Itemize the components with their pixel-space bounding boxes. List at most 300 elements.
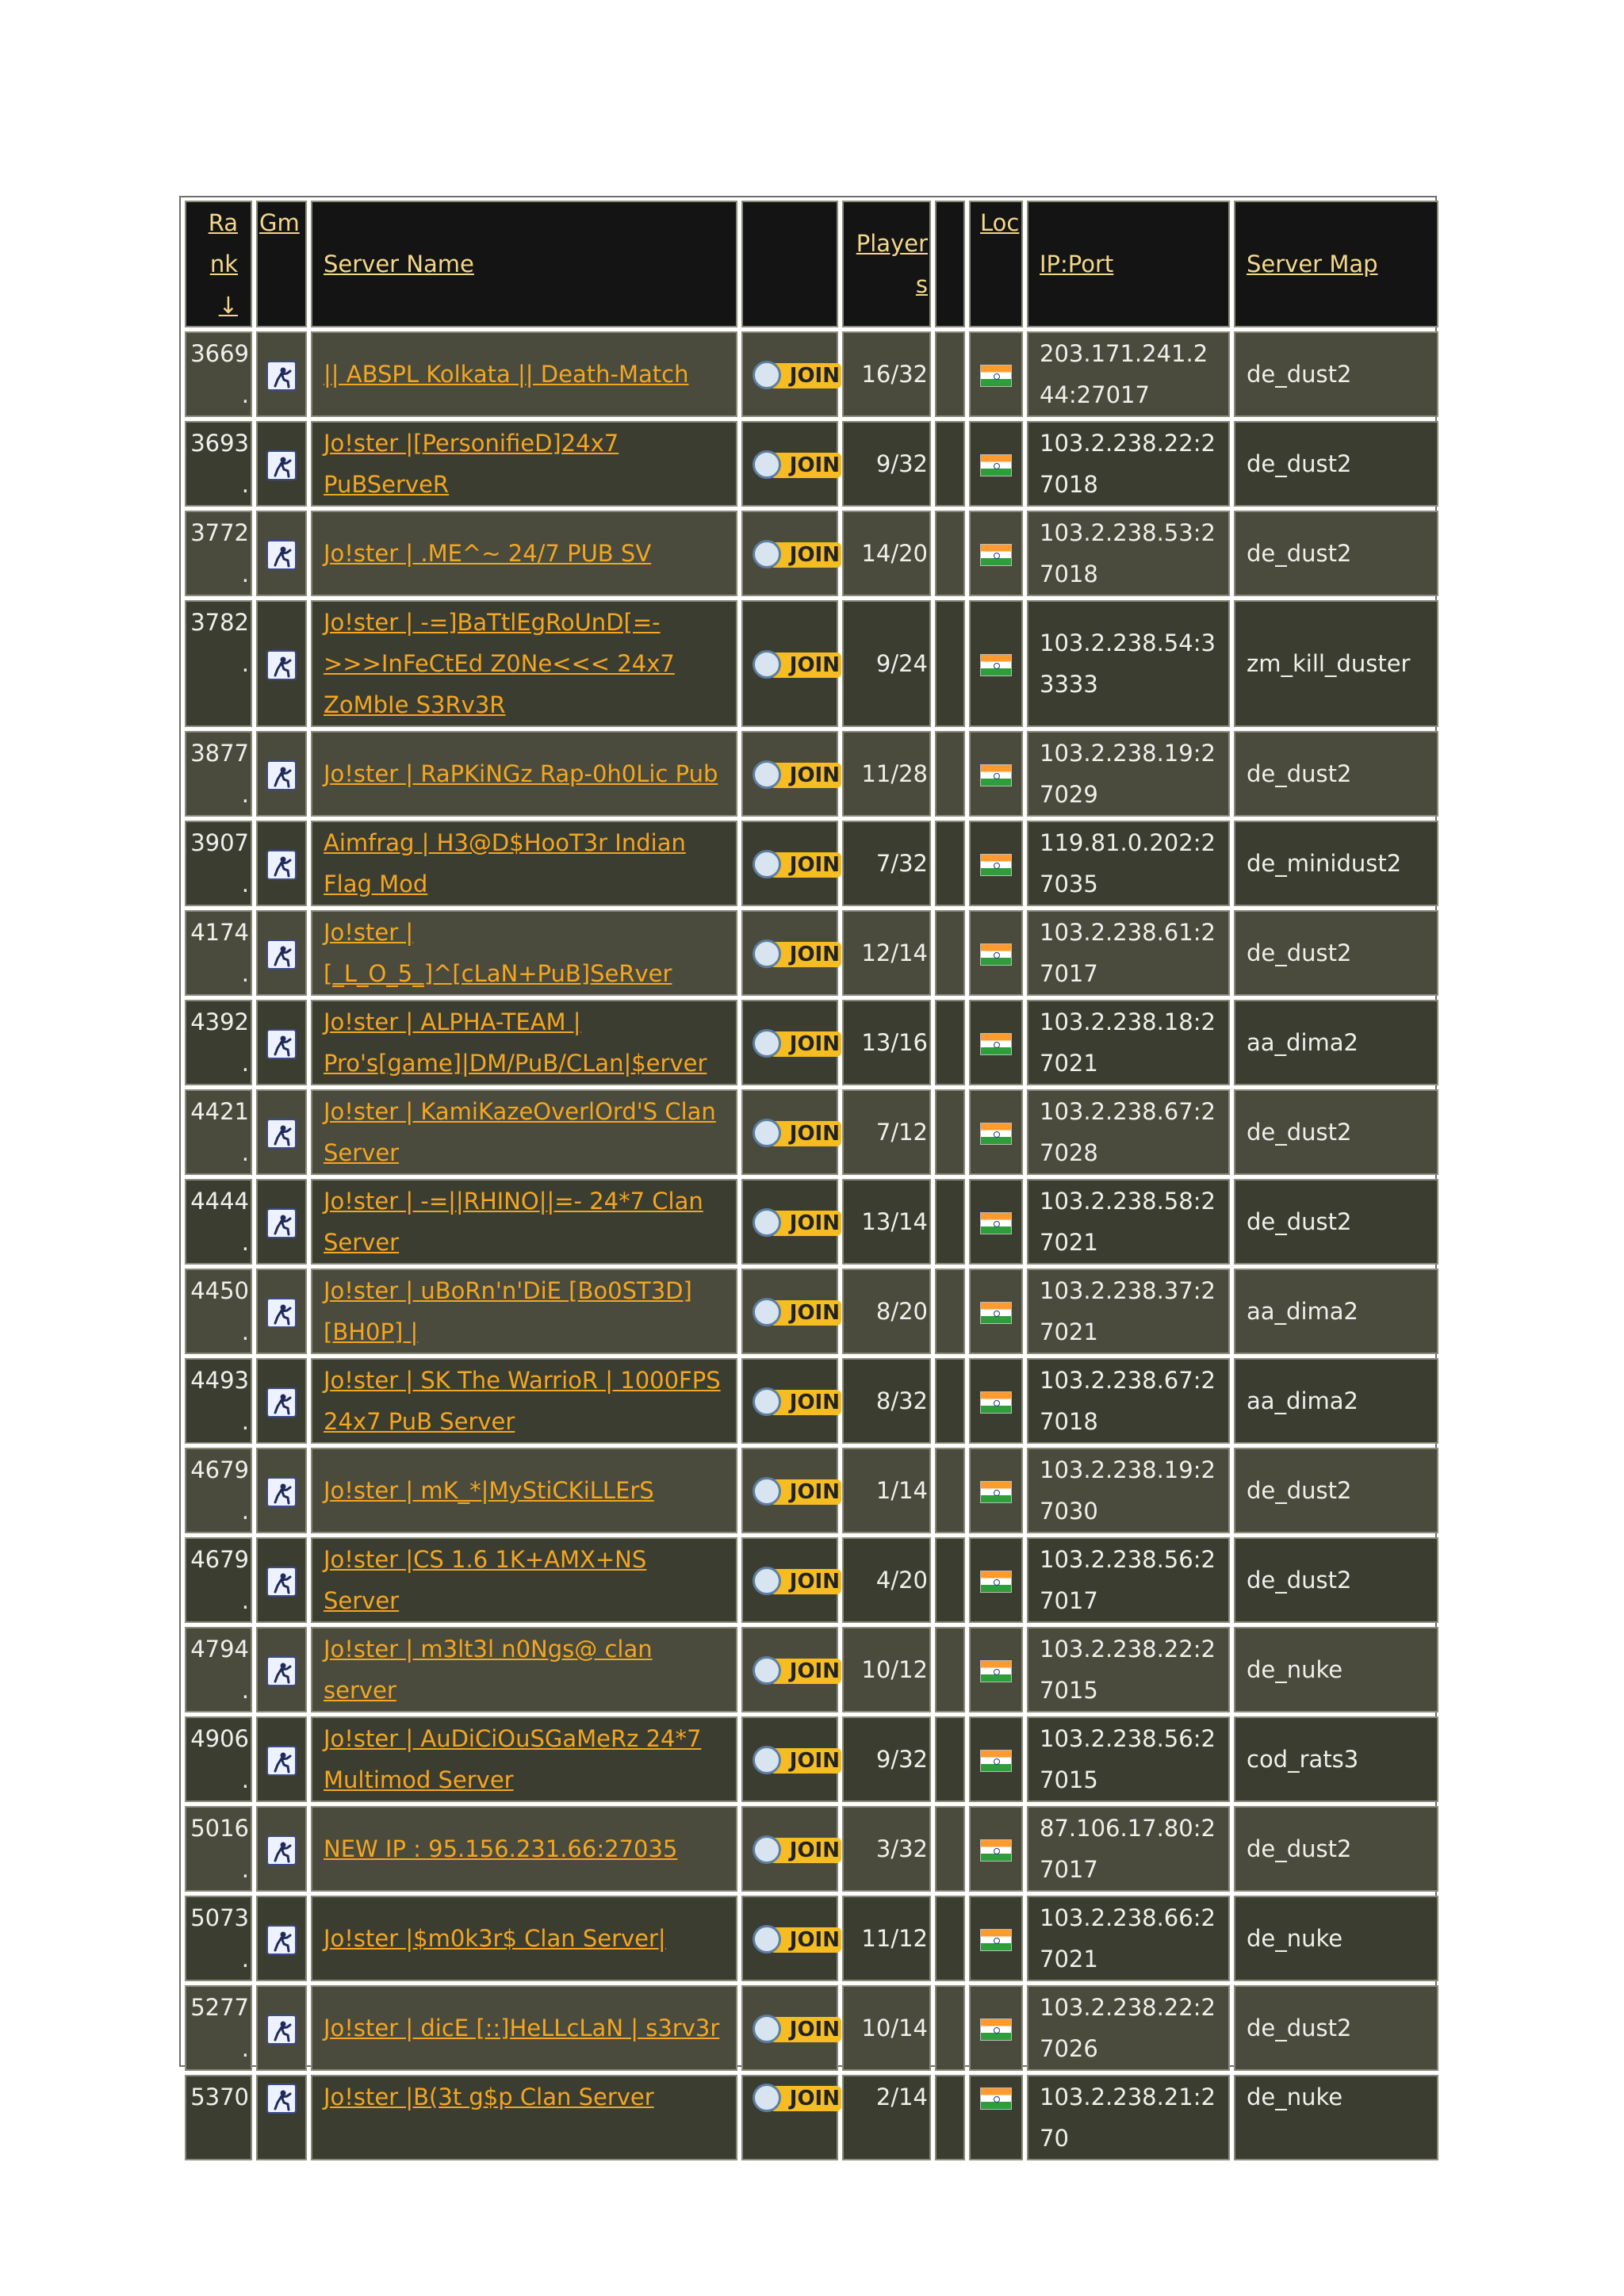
counter-strike-icon [266,450,297,480]
extra-cell [935,1627,965,1712]
server-name-cell [311,1358,737,1444]
india-flag-icon [980,1929,1012,1951]
location-cell [969,821,1023,906]
ip-port-value: 103.2.238.56:27017 [1040,1546,1216,1614]
join-label: JOIN [770,1659,841,1684]
rank-cell [185,331,252,417]
table-row [185,2075,1438,2160]
ip-port-value: 203.171.241.244:27017 [1040,340,1208,408]
server-name-link[interactable]: Jo!ster |$m0k3r$ Clan Server| [324,1925,666,1952]
join-button[interactable] [753,1386,840,1419]
join-cell [741,600,838,727]
game-cell [256,821,307,906]
join-label: JOIN [770,852,841,878]
steam-disc-icon [753,760,781,789]
table-header [185,201,1438,327]
join-label: JOIN [770,1479,841,1505]
server-name-link[interactable]: Jo!ster | RaPKiNGz Rap-0h0Lic Pub [324,760,718,787]
join-cell [741,1716,838,1802]
join-cell [741,1358,838,1444]
server-name-link[interactable]: Jo!ster | ALPHA-TEAM | Pro's[game]|DM/PuB/CLan|$erver [324,1008,707,1077]
players-cell: 14/20 [842,511,931,596]
rank-value: 5016 [190,1815,249,1842]
steam-disc-icon [753,1925,781,1954]
table-row [185,1537,1438,1623]
join-button[interactable] [753,1834,840,1867]
join-button[interactable] [753,759,840,792]
players-cell: 12/14 [842,910,931,996]
rank-cell [185,2075,252,2160]
join-label: JOIN [770,1838,841,1863]
ip-port-value: 103.2.238.66:27021 [1040,1904,1216,1973]
players-cell: 16/32 [842,331,931,417]
server-name-link[interactable]: NEW IP : 95.156.231.66:27035 [324,1835,678,1862]
rank-suffix: . [241,1677,249,1704]
counter-strike-icon [266,1119,297,1149]
india-flag-icon [980,943,1012,966]
join-label: JOIN [770,1927,841,1953]
players-cell: 13/14 [842,1179,931,1265]
rank-value: 3669 [190,340,249,367]
ip-port-value: 103.2.238.22:27026 [1040,1994,1216,2062]
server-map-cell: aa_dima2 [1234,1269,1438,1354]
rank-cell [185,1448,252,1533]
rank-cell [185,1537,252,1623]
counter-strike-icon [266,2015,297,2045]
table-row [185,1000,1438,1085]
counter-strike-icon [266,1387,297,1418]
extra-cell [935,331,965,417]
location-cell [969,1179,1023,1265]
server-name-sort-link[interactable]: Server Name [324,251,474,277]
location-cell [969,511,1023,596]
server-name-cell [311,1985,737,2071]
server-name-link[interactable]: Jo!ster | mK_*|MyStiCKiLLErS [324,1477,654,1504]
game-cell [256,1000,307,1085]
ip-port-cell [1027,1179,1230,1265]
players-cell: 9/32 [842,421,931,507]
game-cell [256,331,307,417]
column-header-loc[interactable] [969,201,1023,327]
counter-strike-icon [266,1298,297,1328]
location-cell [969,1000,1023,1085]
rank-value: 3782 [190,609,249,636]
rank-suffix: . [241,2035,249,2062]
extra-cell [935,511,965,596]
steam-disc-icon [753,850,781,878]
server-name-link[interactable]: Jo!ster | -=]BaTtlEgRoUnD[=- >>>InFeCtEd Z0Ne<<< 24x7 ZoMbIe S3Rv3R [324,609,675,718]
server-name-link[interactable]: Jo!ster | -=||RHINO||=- 24*7 Clan Server [324,1188,703,1256]
rank-value: 5073 [190,1904,249,1931]
join-button[interactable] [753,848,840,882]
rank-value: 4450 [190,1277,249,1304]
column-header-server-name[interactable] [311,201,737,327]
join-label: JOIN [770,1390,841,1415]
server-name-link[interactable]: Jo!ster | uBoRn'n'DiE [Bo0ST3D] [BH0P] | [324,1277,692,1345]
join-cell [741,1448,838,1533]
join-button[interactable] [753,1296,840,1330]
join-button[interactable] [753,1475,840,1509]
join-cell [741,1089,838,1175]
server-name-cell [311,600,737,727]
server-map-cell: de_dust2 [1234,1537,1438,1623]
ip-port-value: 119.81.0.202:27035 [1040,829,1216,897]
table-row [185,1896,1438,1981]
game-cell [256,2075,307,2160]
ip-port-cell [1027,1716,1230,1802]
ip-port-value: 103.2.238.37:27021 [1040,1277,1216,1345]
server-name-cell [311,2075,737,2160]
location-cell [969,331,1023,417]
server-name-cell [311,821,737,906]
players-cell: 8/20 [842,1269,931,1354]
join-button[interactable] [753,1117,840,1150]
server-list-frame [179,196,1437,2152]
join-button[interactable] [753,1565,840,1598]
location-cell [969,1627,1023,1712]
column-header-players[interactable] [842,201,931,327]
game-cell [256,1627,307,1712]
players-cell: 10/12 [842,1627,931,1712]
location-cell [969,1537,1023,1623]
rank-value: 4174 [190,919,249,946]
india-flag-icon [980,544,1012,566]
server-map-cell: de_nuke [1234,2075,1438,2160]
server-name-link[interactable]: Jo!ster | .ME^~ 24/7 PUB SV [324,540,652,567]
rank-sort-link[interactable]: Rank↓ [208,209,238,319]
server-name-cell [311,331,737,417]
rank-cell [185,1089,252,1175]
counter-strike-icon [266,650,297,680]
table-row [185,511,1438,596]
ip-port-cell [1027,2075,1230,2160]
rank-suffix: . [241,1318,249,1345]
location-cell [969,910,1023,996]
extra-cell [935,600,965,727]
rank-value: 3907 [190,829,249,856]
game-cell [256,1537,307,1623]
rank-suffix: . [241,1229,249,1256]
server-name-cell [311,1537,737,1623]
rank-cell [185,1358,252,1444]
steam-disc-icon [753,1387,781,1416]
server-map-cell: cod_rats3 [1234,1716,1438,1802]
server-map-cell: de_dust2 [1234,1985,1438,2071]
join-button[interactable] [753,938,840,971]
steam-disc-icon [753,1567,781,1595]
join-button[interactable] [753,1744,840,1777]
location-cell [969,421,1023,507]
join-button[interactable] [753,359,840,392]
steam-disc-icon [753,540,781,568]
table-row [185,910,1438,996]
server-map-cell: de_dust2 [1234,1179,1438,1265]
join-label: JOIN [770,1211,841,1236]
game-cell [256,1985,307,2071]
rank-cell [185,821,252,906]
players-cell: 7/12 [842,1089,931,1175]
ip-port-cell [1027,1537,1230,1623]
join-button[interactable] [753,1207,840,1240]
server-name-cell [311,421,737,507]
rank-value: 4794 [190,1636,249,1663]
steam-disc-icon [753,1298,781,1326]
rank-suffix: . [241,960,249,987]
join-cell [741,1179,838,1265]
ip-port-cell [1027,600,1230,727]
table-row [185,1806,1438,1892]
server-map-cell: de_dust2 [1234,731,1438,817]
steam-disc-icon [753,1835,781,1864]
rank-value: 4679 [190,1456,249,1483]
counter-strike-icon [266,760,297,790]
ip-port-cell [1027,1000,1230,1085]
column-header-extra [935,201,965,327]
server-name-link[interactable]: Aimfrag | H3@D$HooT3r Indian Flag Mod [324,829,686,897]
ip-port-value: 103.2.238.19:27029 [1040,740,1216,808]
rank-value: 4392 [190,1008,249,1035]
india-flag-icon [980,1391,1012,1414]
game-cell [256,1089,307,1175]
steam-disc-icon [753,361,781,389]
extra-cell [935,421,965,507]
join-button[interactable] [753,649,840,682]
steam-disc-icon [753,1208,781,1237]
ip-port-value: 103.2.238.19:27030 [1040,1456,1216,1525]
server-name-link[interactable]: Jo!ster |[_L_O_5_]^[cLaN+PuB]SeRver [324,919,672,987]
extra-cell [935,910,965,996]
players-cell: 8/32 [842,1358,931,1444]
server-map-cell: aa_dima2 [1234,1000,1438,1085]
game-cell [256,1716,307,1802]
ip-port-value: 103.2.238.53:27018 [1040,519,1216,587]
table-row [185,1985,1438,2071]
counter-strike-icon [266,1567,297,1597]
server-map-cell: de_dust2 [1234,1448,1438,1533]
server-map-cell: de_dust2 [1234,511,1438,596]
server-map-sort-link[interactable]: Server Map [1247,251,1378,277]
location-cell [969,1806,1023,1892]
rank-value: 3693 [190,430,249,457]
join-cell [741,331,838,417]
game-cell [256,421,307,507]
rank-suffix: . [241,1856,249,1883]
location-cell [969,1985,1023,2071]
server-map-cell: zm_kill_duster [1234,600,1438,727]
server-map-cell: de_dust2 [1234,910,1438,996]
location-cell [969,731,1023,817]
extra-cell [935,1000,965,1085]
ip-port-cell [1027,1627,1230,1712]
ip-port-cell [1027,421,1230,507]
counter-strike-icon [266,1835,297,1866]
ip-port-value: 103.2.238.18:27021 [1040,1008,1216,1077]
join-label: JOIN [770,652,841,678]
india-flag-icon [980,1750,1012,1772]
column-header-rank[interactable] [185,201,252,327]
steam-disc-icon [753,650,781,679]
join-button[interactable] [753,2082,840,2115]
extra-cell [935,1269,965,1354]
rank-cell [185,600,252,727]
game-cell [256,731,307,817]
players-cell: 2/14 [842,2075,931,2160]
extra-cell [935,1985,965,2071]
steam-disc-icon [753,1029,781,1058]
location-cell [969,1358,1023,1444]
game-cell [256,1269,307,1354]
india-flag-icon [980,365,1012,387]
join-cell [741,731,838,817]
server-map-cell: de_dust2 [1234,1089,1438,1175]
rank-value: 3877 [190,740,249,767]
ip-port-cell [1027,1089,1230,1175]
extra-cell [935,1896,965,1981]
steam-disc-icon [753,1477,781,1506]
rank-cell [185,1985,252,2071]
india-flag-icon [980,764,1012,786]
rank-value: 5277 [190,1994,249,2021]
join-label: JOIN [770,942,841,967]
india-flag-icon [980,1033,1012,1055]
india-flag-icon [980,454,1012,476]
join-cell [741,1985,838,2071]
steam-disc-icon [753,1656,781,1685]
rank-cell [185,910,252,996]
join-label: JOIN [770,1748,841,1774]
ip-port-value: 103.2.238.56:27015 [1040,1725,1216,1793]
counter-strike-icon [266,939,297,970]
players-cell: 7/32 [842,821,931,906]
server-name-link[interactable]: Jo!ster | SK The WarrioR | 1000FPS 24x7 PuB Server [324,1367,721,1435]
join-button[interactable] [753,2013,840,2046]
join-button[interactable] [753,1027,840,1061]
rank-suffix: . [241,1587,249,1614]
players-cell: 11/28 [842,731,931,817]
column-header-ip-port[interactable] [1027,201,1230,327]
rank-cell [185,421,252,507]
game-cell [256,1806,307,1892]
join-cell [741,1896,838,1981]
table-row [185,1179,1438,1265]
server-map-cell: de_nuke [1234,1627,1438,1712]
server-name-link[interactable]: || ABSPL Kolkata || Death-Match [324,361,689,388]
rank-suffix: . [241,650,249,677]
rank-value: 5370 [190,2084,249,2110]
players-sort-link[interactable]: Players [856,230,928,298]
game-cell [256,511,307,596]
server-name-cell [311,910,737,996]
rank-cell [185,1179,252,1265]
rank-cell [185,731,252,817]
join-label: JOIN [770,2017,841,2042]
india-flag-icon [980,654,1012,676]
server-name-link[interactable]: Jo!ster | KamiKazeOverlOrd'S Clan Server [324,1098,716,1166]
extra-cell [935,1448,965,1533]
join-button[interactable] [753,1923,840,1957]
india-flag-icon [980,1660,1012,1682]
counter-strike-icon [266,540,297,570]
join-button[interactable] [753,449,840,482]
extra-cell [935,1716,965,1802]
loc-sort-link[interactable]: Loc [980,209,1020,236]
ip-port-value: 103.2.238.54:33333 [1040,629,1216,698]
india-flag-icon [980,2019,1012,2041]
join-cell [741,421,838,507]
extra-cell [935,731,965,817]
extra-cell [935,1358,965,1444]
server-name-cell [311,1000,737,1085]
ip-port-cell [1027,910,1230,996]
ip-port-value: 103.2.238.21:270 [1040,2084,1216,2152]
extra-cell [935,1089,965,1175]
table-row [185,1089,1438,1175]
join-label: JOIN [770,2086,841,2111]
players-cell: 10/14 [842,1985,931,2071]
location-cell [969,1089,1023,1175]
server-map-cell: de_dust2 [1234,1806,1438,1892]
location-cell [969,1448,1023,1533]
join-cell [741,1000,838,1085]
players-cell: 13/16 [842,1000,931,1085]
rank-cell [185,1896,252,1981]
server-table [181,197,1442,2164]
steam-disc-icon [753,1119,781,1147]
gm-sort-link[interactable]: Gm [259,209,300,236]
game-cell [256,1448,307,1533]
counter-strike-icon [266,361,297,391]
join-label: JOIN [770,763,841,788]
table-row [185,421,1438,507]
server-name-link[interactable]: Jo!ster |CS 1.6 1K+AMX+NS Server [324,1546,647,1614]
ip-port-cell [1027,1806,1230,1892]
extra-cell [935,2075,965,2160]
counter-strike-icon [266,1029,297,1059]
rank-cell [185,511,252,596]
table-row [185,1716,1438,1802]
india-flag-icon [980,1571,1012,1593]
join-label: JOIN [770,1569,841,1594]
rank-suffix: . [241,1946,249,1973]
server-name-link[interactable]: Jo!ster | AuDiCiOuSGaMeRz 24*7 Multimod Server [324,1725,702,1793]
join-cell [741,1806,838,1892]
india-flag-icon [980,1839,1012,1862]
ip-port-value: 103.2.238.61:27017 [1040,919,1216,987]
rank-suffix: . [241,1498,249,1525]
column-header-server-map[interactable] [1234,201,1438,327]
ip-port-cell [1027,331,1230,417]
join-label: JOIN [770,542,841,568]
column-header-gm[interactable] [256,201,307,327]
server-name-link[interactable]: Jo!ster |B(3t g$p Clan Server [324,2084,654,2110]
rank-suffix: . [241,1408,249,1435]
ip-port-value: 103.2.238.67:27028 [1040,1098,1216,1166]
join-button[interactable] [753,538,840,572]
server-name-link[interactable]: Jo!ster | dicE [::]HeLLcLaN | s3rv3r [324,2015,720,2042]
table-row [185,600,1438,727]
ip-port-cell [1027,1985,1230,2071]
server-name-link[interactable]: Jo!ster |[PersonifieD]24x7 PuBServeR [324,430,619,498]
players-cell: 9/24 [842,600,931,727]
table-row [185,1627,1438,1712]
ip-port-sort-link[interactable]: IP:Port [1040,251,1114,277]
server-name-cell [311,731,737,817]
join-button[interactable] [753,1655,840,1688]
server-name-cell [311,1179,737,1265]
rank-suffix: . [241,561,249,587]
server-name-link[interactable]: Jo!ster | m3lt3l n0Ngs@ clan server [324,1636,653,1704]
counter-strike-icon [266,2084,297,2114]
